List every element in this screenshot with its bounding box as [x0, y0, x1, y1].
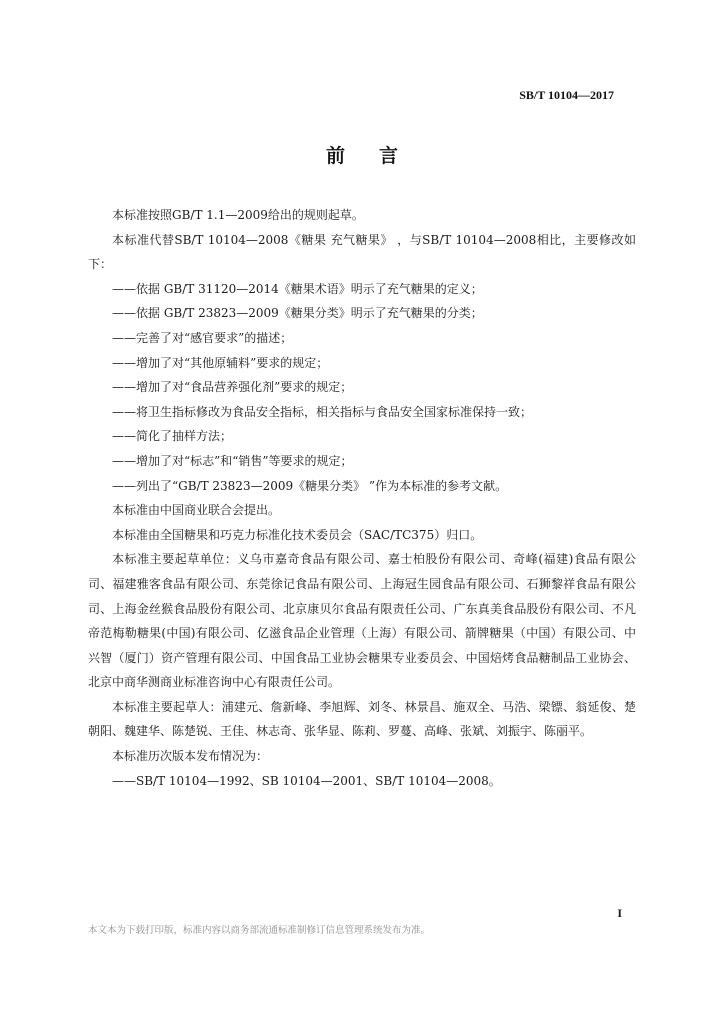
list-item: ——增加了对“标志”和“销售”等要求的规定； — [112, 453, 353, 468]
page-number: I — [617, 906, 622, 920]
paragraph: 本标准由全国糖果和巧克力标准化技术委员会（SAC/TC375）归口。 — [112, 527, 483, 542]
paragraph: 本标准主要起草人：浦建元、詹新峰、李旭辉、刘冬、林景昌、施双全、马浩、梁镖、翁延俊、楚朝阳、魏建华、陈楚锐、王佳、林志奇、张华显、陈莉、罗蔓、高峰、张斌、刘振宇、陈丽平。 — [88, 699, 636, 739]
footer-note: 本文本为下载打印版，标准内容以商务部流通标准制修订信息管理系统发布为准。 — [88, 925, 431, 936]
list-item: ——增加了对“其他原辅料”要求的规定； — [112, 355, 329, 370]
paragraph: 本标准历次版本发布情况为： — [112, 749, 269, 764]
list-item: ——将卫生指标修改为食品安全指标，相关指标与食品安全国家标准保持一致； — [112, 404, 533, 419]
document-body — [88, 203, 636, 793]
paragraph: 本标准按照GB/T 1.1—2009给出的规则起草。 — [112, 208, 364, 222]
paragraph: 本标准代替SB/T 10104—2008《糖果 充气糖果》 ，与SB/T 10104—2008相比，主要修改如下： — [88, 232, 636, 272]
page-title: 前言 — [325, 145, 432, 167]
list-item: ——依据 GB/T 23823—2009《糖果分类》明示了充气糖果的分类； — [112, 306, 483, 321]
standard-code: SB/T 10104—2017 — [519, 88, 614, 102]
paragraph: 本标准由中国商业联合会提出。 — [112, 503, 281, 518]
list-item: ——简化了抽样方法； — [112, 429, 233, 444]
list-item: ——增加了对“食品营养强化剂”要求的规定； — [112, 380, 353, 395]
list-item: ——依据 GB/T 31120—2014《糖果术语》明示了充气糖果的定义； — [112, 281, 483, 296]
list-item: ——列出了“GB/T 23823—2009《糖果分类》 ”作为本标准的参考文献。 — [112, 478, 508, 493]
list-item: ——完善了对“感官要求”的描述； — [112, 330, 293, 345]
list-item: ——SB/T 10104—1992、SB 10104—2001、SB/T 10104—2008。 — [112, 773, 501, 788]
paragraph: 本标准主要起草单位：义乌市嘉奇食品有限公司、嘉士柏股份有限公司、奇峰(福建)食品有限公司、福建雅客食品有限公司、东莞徐记食品有限公司、上海冠生园食品有限公司、石狮黎祥食品有限公司、上海金丝猴食品股份有限公司、北京康贝尔食品有限责任公司、广东真美食品股份有限公司、不凡帝范梅勒糖果(中国)有限公司、亿滋食品企业管理（上海）有限公司、箭牌糖果（中国）有限公司、中兴智（厦门）资产管理有限公司、中国食品工业协会糖果专业委员会、中国焙烤食品糖制品工业协会、北京中商华测商业标准咨询中心有限责任公司。 — [88, 552, 636, 690]
